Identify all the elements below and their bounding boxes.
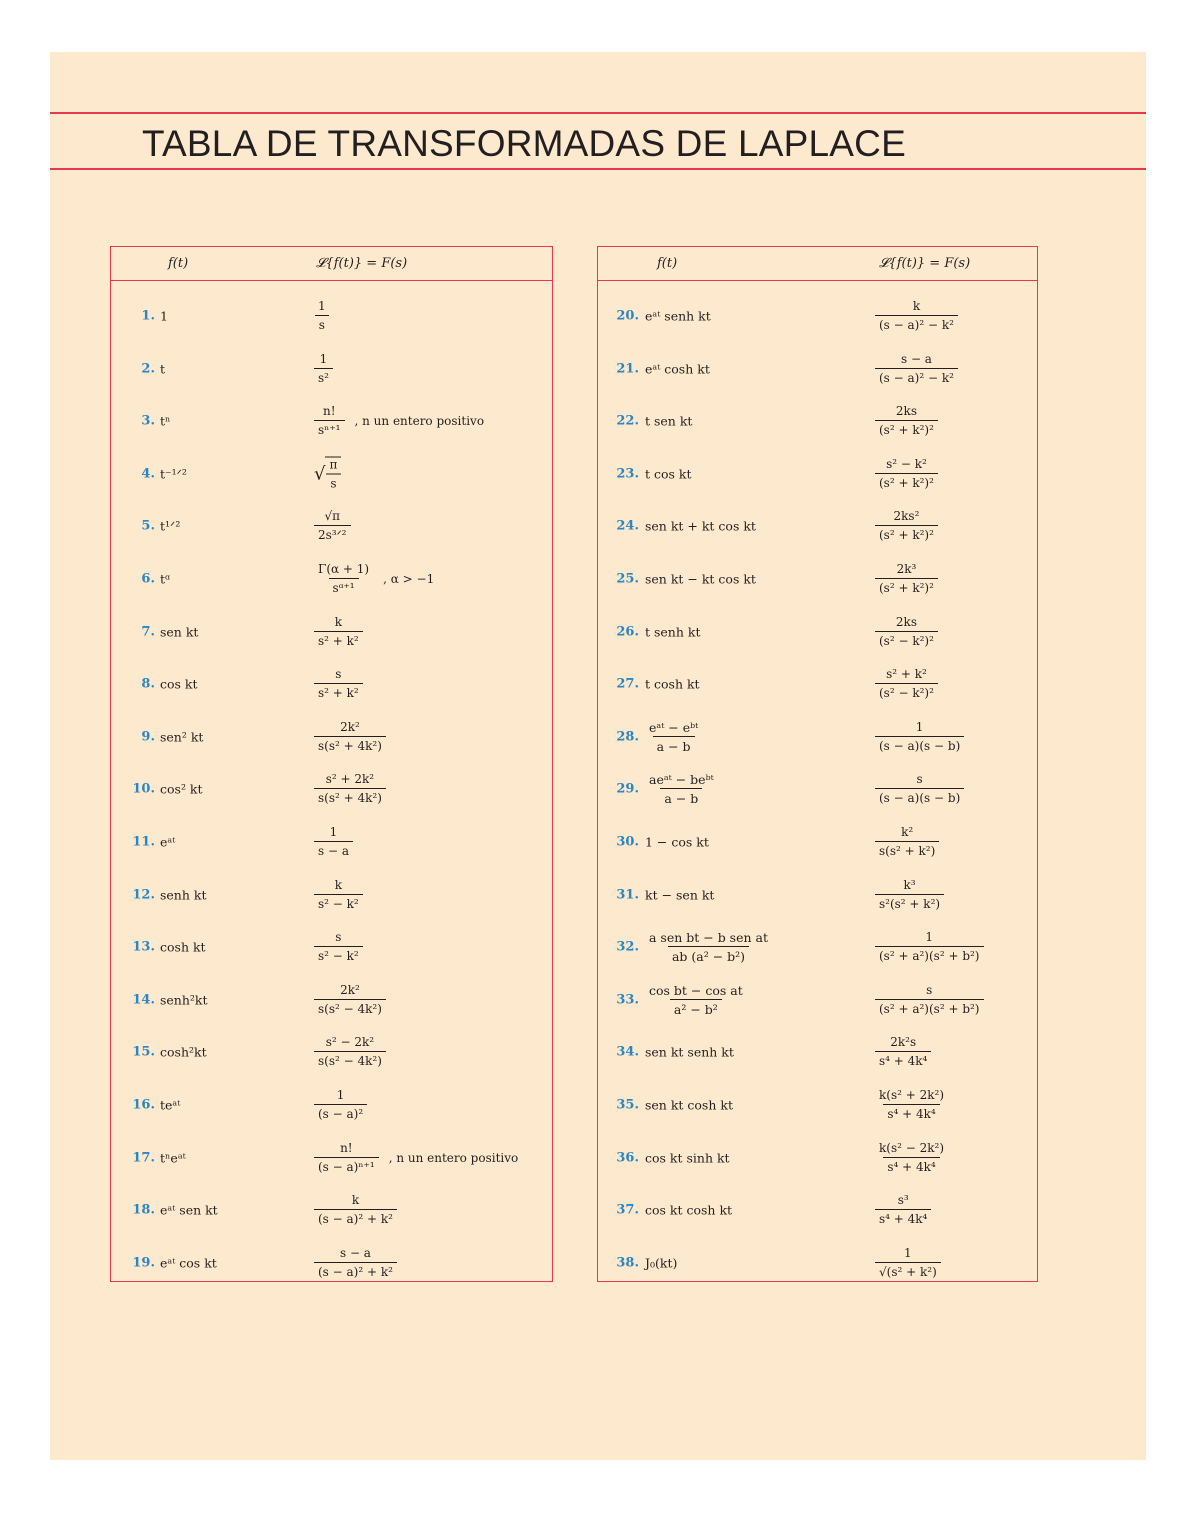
function-f: kt − sen kt [645,887,715,903]
transform-F [875,1035,931,1069]
left-table [110,246,553,1282]
table-row [598,1132,1037,1184]
entry-number: 5. [141,518,155,534]
fraction [325,456,341,491]
denominator: (s − a)² − k² [875,315,958,333]
transform-F [314,983,386,1017]
function-f: eᵃᵗ sen kt [160,1202,218,1218]
numerator: 2k² [340,719,360,734]
denominator: s(s² + k²) [875,841,939,859]
fraction [314,299,330,333]
numerator: k(s² + 2k²) [879,1088,945,1102]
transform-F [314,562,434,596]
entry-number: 32. [616,939,639,955]
entry-number: 34. [616,1044,639,1060]
function-f: cosh kt [160,939,206,955]
fraction [314,404,345,438]
function-f: t cos kt [645,466,692,482]
numerator: s − a [339,1245,371,1260]
transform-F [875,772,964,806]
table-row [111,500,552,552]
denominator: s² + k² [314,631,363,649]
header-F: 𝓛{f(t)} = F(s) [316,256,408,271]
fraction [314,825,353,859]
numerator: k [351,1193,360,1208]
transform-F [875,720,964,754]
table-row [598,711,1037,763]
denominator: (s² − k²)² [875,683,938,701]
transform-F [314,1193,397,1227]
transform-F [875,1088,948,1122]
numerator: k³ [903,877,916,892]
entry-number: 4. [141,466,155,482]
numerator: 1 [904,1245,912,1260]
denominator: (s − a)² [314,1104,367,1122]
entry-number: 35. [616,1097,639,1113]
denominator: s⁴ + 4k⁴ [883,1157,939,1175]
table-row [598,553,1037,605]
numerator: 1 [318,299,326,313]
transform-note: , n un entero positivo [354,414,485,429]
entry-number: 31. [616,887,639,903]
entry-number: 1. [141,308,155,324]
denominator: (s − a)² + k² [314,1209,397,1227]
numerator: k [334,877,342,892]
function-f [645,720,702,754]
fraction [875,299,958,333]
table-row [598,869,1037,921]
denominator: (s² + k²)² [875,525,938,543]
header-f: f(t) [168,256,189,271]
table-row [598,395,1037,447]
transform-F [314,667,363,701]
fraction [875,772,964,806]
fraction [875,983,984,1017]
numerator: s³ [897,1193,909,1208]
numerator: 2k² [340,982,360,997]
function-f: cos kt [160,676,198,692]
function-f: sen kt cosh kt [645,1097,733,1113]
table-row [598,1079,1037,1131]
header-f: f(t) [657,256,678,271]
denominator: s(s² − 4k²) [314,1051,386,1069]
function-f: cos² kt [160,781,203,797]
transform-F [875,667,938,701]
denominator: s⁴ + 4k⁴ [883,1104,939,1122]
denominator: s(s² + 4k²) [314,788,386,806]
table-row [111,974,552,1026]
function-f [645,930,772,964]
transform-F [875,404,938,438]
entry-number: 27. [616,676,639,692]
entry-number: 37. [616,1202,639,1218]
transform-F [875,1246,941,1280]
fraction [875,1035,931,1069]
numerator: a sen bt − b sen at [649,930,768,946]
table-row [111,553,552,605]
numerator: s² + 2k² [325,772,375,787]
entry-number: 14. [132,992,155,1008]
table-row [111,711,552,763]
numerator: aeᵃᵗ − beᵇᵗ [649,772,714,788]
entry-number: 22. [616,413,639,429]
table-row [111,343,552,395]
denominator: (s − a)² − k² [875,368,958,386]
fraction [645,720,702,754]
numerator: π [329,457,338,472]
numerator: eᵃᵗ − eᵇᵗ [649,719,699,735]
denominator: s²(s² + k²) [875,894,944,912]
table-row [111,1079,552,1131]
fraction [314,562,373,596]
table-row [111,395,552,447]
entry-number: 15. [132,1044,155,1060]
numerator: k² [901,825,914,839]
fraction [314,878,363,912]
fraction [314,615,363,649]
numerator: cos bt − cos at [649,982,743,998]
numerator: 2ks [895,404,917,419]
numerator: n! [340,1140,353,1155]
denominator: s² [314,368,333,386]
title-rule-bottom [50,168,1146,170]
table-row [598,658,1037,710]
transform-F [314,509,351,543]
function-f: 1 [160,308,168,324]
fraction [314,352,333,386]
denominator: (s² + a²)(s² + b²) [875,946,984,964]
fraction [314,1035,386,1069]
table-row [111,290,552,342]
fraction [875,667,938,701]
transform-F [875,299,958,333]
entry-number: 21. [616,361,639,377]
entry-number: 20. [616,308,639,324]
function-f: J₀(kt) [645,1255,678,1271]
entry-number: 38. [616,1255,639,1271]
fraction [875,1141,948,1175]
function-f: sen² kt [160,729,204,745]
fraction [645,930,772,964]
function-f [645,983,747,1017]
table-row [598,921,1037,973]
function-f: t⁻¹ᐟ² [160,466,187,482]
denominator: (s − a)(s − b) [875,736,964,754]
fraction [875,457,938,491]
function-f: eᵃᵗ [160,834,176,850]
entry-number: 19. [132,1255,155,1271]
numerator: 1 [319,351,328,366]
transform-F [875,983,984,1017]
fraction [314,930,363,964]
table-row [111,1184,552,1236]
entry-number: 28. [616,729,639,745]
numerator: 1 [925,930,934,945]
denominator: s [315,315,329,333]
entry-number: 9. [141,729,155,745]
fraction [314,509,351,543]
table-row [111,1026,552,1078]
function-f: tⁿeᵃᵗ [160,1150,186,1166]
denominator: √(s² + k²) [875,1262,941,1280]
page-title: TABLA DE TRANSFORMADAS DE LAPLACE [142,123,906,164]
entry-number: 24. [616,518,639,534]
numerator: 2ks [895,614,917,629]
page-sheet [50,52,1146,1460]
denominator: (s − a)ⁿ⁺¹ [314,1157,379,1175]
denominator: a − b [653,736,695,754]
table-row [598,816,1037,868]
function-f: sen kt [160,624,199,640]
fraction [314,983,386,1017]
table-row [111,606,552,658]
function-f: teᵃᵗ [160,1097,181,1113]
transform-F [314,825,353,859]
fraction [875,615,938,649]
transform-F [314,1088,367,1122]
denominator: (s − a)² + k² [314,1262,397,1280]
numerator: s² + k² [886,667,927,682]
function-f: t¹ᐟ² [160,518,181,534]
entry-number: 25. [616,571,639,587]
table-row [111,448,552,500]
function-f: tᵅ [160,571,171,587]
entry-number: 36. [616,1150,639,1166]
denominator: a² − b² [670,999,722,1017]
fraction [875,1193,931,1227]
numerator: √π [324,509,341,524]
transform-F [314,615,363,649]
numerator: s [335,667,342,682]
fraction [875,930,984,964]
numerator: k [912,299,921,313]
table-row [598,763,1037,815]
entry-number: 17. [132,1150,155,1166]
entry-number: 29. [616,781,639,797]
entry-number: 23. [616,466,639,482]
transform-F [875,457,938,491]
transform-F [875,825,939,859]
denominator: (s² + a²)(s² + b²) [875,999,984,1017]
fraction [314,1246,397,1280]
denominator: a − b [660,788,702,806]
transform-F [314,1246,397,1280]
fraction [875,404,938,438]
numerator: s − a [900,351,932,366]
transform-F [875,1193,931,1227]
fraction [314,1088,367,1122]
table-row [598,343,1037,395]
numerator: s² − 2k² [325,1035,375,1050]
transform-F [875,562,938,596]
denominator: (s² + k²)² [875,473,938,491]
fraction [875,825,939,859]
fraction [645,772,718,806]
numerator: s² − k² [886,456,927,471]
transform-F [314,352,333,386]
function-f [645,772,718,806]
denominator: (s − a)(s − b) [875,788,964,806]
right-table [597,246,1038,1282]
numerator: n! [322,404,336,419]
denominator: s² + k² [314,683,363,701]
numerator: k(s² − 2k²) [879,1140,945,1155]
entry-number: 18. [132,1202,155,1218]
table-row [111,1132,552,1184]
table-row [598,606,1037,658]
function-f: senh kt [160,887,207,903]
right-table-header [598,247,1037,281]
entry-number: 3. [141,413,155,429]
denominator: s(s² + 4k²) [314,736,386,754]
entry-number: 11. [132,834,155,850]
transform-F [875,930,984,964]
numerator: s [926,982,933,997]
function-f: sen kt − kt cos kt [645,571,756,587]
transform-F [875,509,938,543]
fraction [314,667,363,701]
function-f: eᵃᵗ cosh kt [645,361,710,377]
transform-F [314,456,341,491]
transform-F [314,404,484,438]
transform-F [875,1141,948,1175]
fraction [314,720,386,754]
denominator: (s² − k²)² [875,631,938,649]
table-row [111,763,552,815]
denominator: s [326,473,340,491]
fraction [314,1141,379,1175]
numerator: 1 [915,719,924,734]
denominator: sᵅ⁺¹ [329,578,359,596]
header-F: 𝓛{f(t)} = F(s) [879,256,971,271]
fraction [314,1193,397,1227]
table-row [111,921,552,973]
entry-number: 30. [616,834,639,850]
function-f: sen kt senh kt [645,1044,734,1060]
entry-number: 10. [132,781,155,797]
transform-F [314,772,386,806]
entry-number: 12. [132,887,155,903]
function-f: t senh kt [645,624,701,640]
table-row [598,448,1037,500]
transform-F [875,352,958,386]
table-row [111,1237,552,1289]
function-f: t cosh kt [645,676,700,692]
function-f: eᵃᵗ cos kt [160,1255,217,1271]
entry-number: 13. [132,939,155,955]
transform-note: , n un entero positivo [388,1150,519,1165]
function-f: senh²kt [160,992,208,1008]
entry-number: 26. [616,624,639,640]
function-f: cos kt cosh kt [645,1202,733,1218]
transform-F [314,720,386,754]
fraction [875,562,938,596]
fraction [314,772,386,806]
entry-number: 7. [141,624,155,640]
function-f: t [160,361,166,377]
transform-F [875,615,938,649]
numerator: s [335,930,342,945]
entry-number: 16. [132,1097,155,1113]
function-f: tⁿ [160,413,171,429]
left-table-header [111,247,552,281]
title-rule-top [50,112,1146,114]
function-f: t sen kt [645,413,693,429]
function-f: cosh²kt [160,1044,207,1060]
denominator: s² − k² [314,894,363,912]
numerator: Γ(α + 1) [318,562,370,576]
denominator: s(s² − 4k²) [314,999,386,1017]
fraction [875,509,938,543]
denominator: s⁴ + 4k⁴ [875,1051,931,1069]
table-row [598,1184,1037,1236]
denominator: s² − k² [314,946,363,964]
fraction [875,1088,948,1122]
numerator: s [916,772,923,787]
function-f: sen kt + kt cos kt [645,518,756,534]
table-row [111,869,552,921]
fraction [875,352,958,386]
fraction [875,1246,941,1280]
fraction [645,983,747,1017]
table-row [598,290,1037,342]
transform-F [314,1035,386,1069]
entry-number: 6. [141,571,155,587]
entry-number: 8. [141,676,155,692]
numerator: 2k³ [896,562,917,576]
table-row [111,658,552,710]
table-row [111,816,552,868]
denominator: ab (a² − b²) [668,946,749,964]
denominator: 2s³ᐟ² [314,525,351,543]
fraction [875,878,944,912]
transform-F [314,299,330,333]
numerator: 1 [336,1088,345,1102]
transform-F [314,930,363,964]
numerator: k [334,614,342,629]
table-row [598,974,1037,1026]
denominator: sⁿ⁺¹ [314,420,345,438]
function-f: eᵃᵗ senh kt [645,308,711,324]
table-row [598,1237,1037,1289]
function-f: 1 − cos kt [645,834,709,850]
table-row [598,1026,1037,1078]
transform-F [314,878,363,912]
transform-F [314,1141,518,1175]
sqrt-sign: √ [314,463,326,485]
denominator: (s² + k²)² [875,578,938,596]
denominator: s − a [314,841,353,859]
denominator: s⁴ + 4k⁴ [875,1209,931,1227]
numerator: 2ks² [893,509,920,524]
table-row [598,500,1037,552]
denominator: (s² + k²)² [875,420,938,438]
transform-F [875,878,944,912]
entry-number: 33. [616,992,639,1008]
numerator: 2k²s [890,1035,917,1050]
function-f: cos kt sinh kt [645,1150,730,1166]
transform-note: , α > −1 [383,572,435,586]
entry-number: 2. [141,361,155,377]
fraction [875,720,964,754]
numerator: 1 [329,825,338,839]
